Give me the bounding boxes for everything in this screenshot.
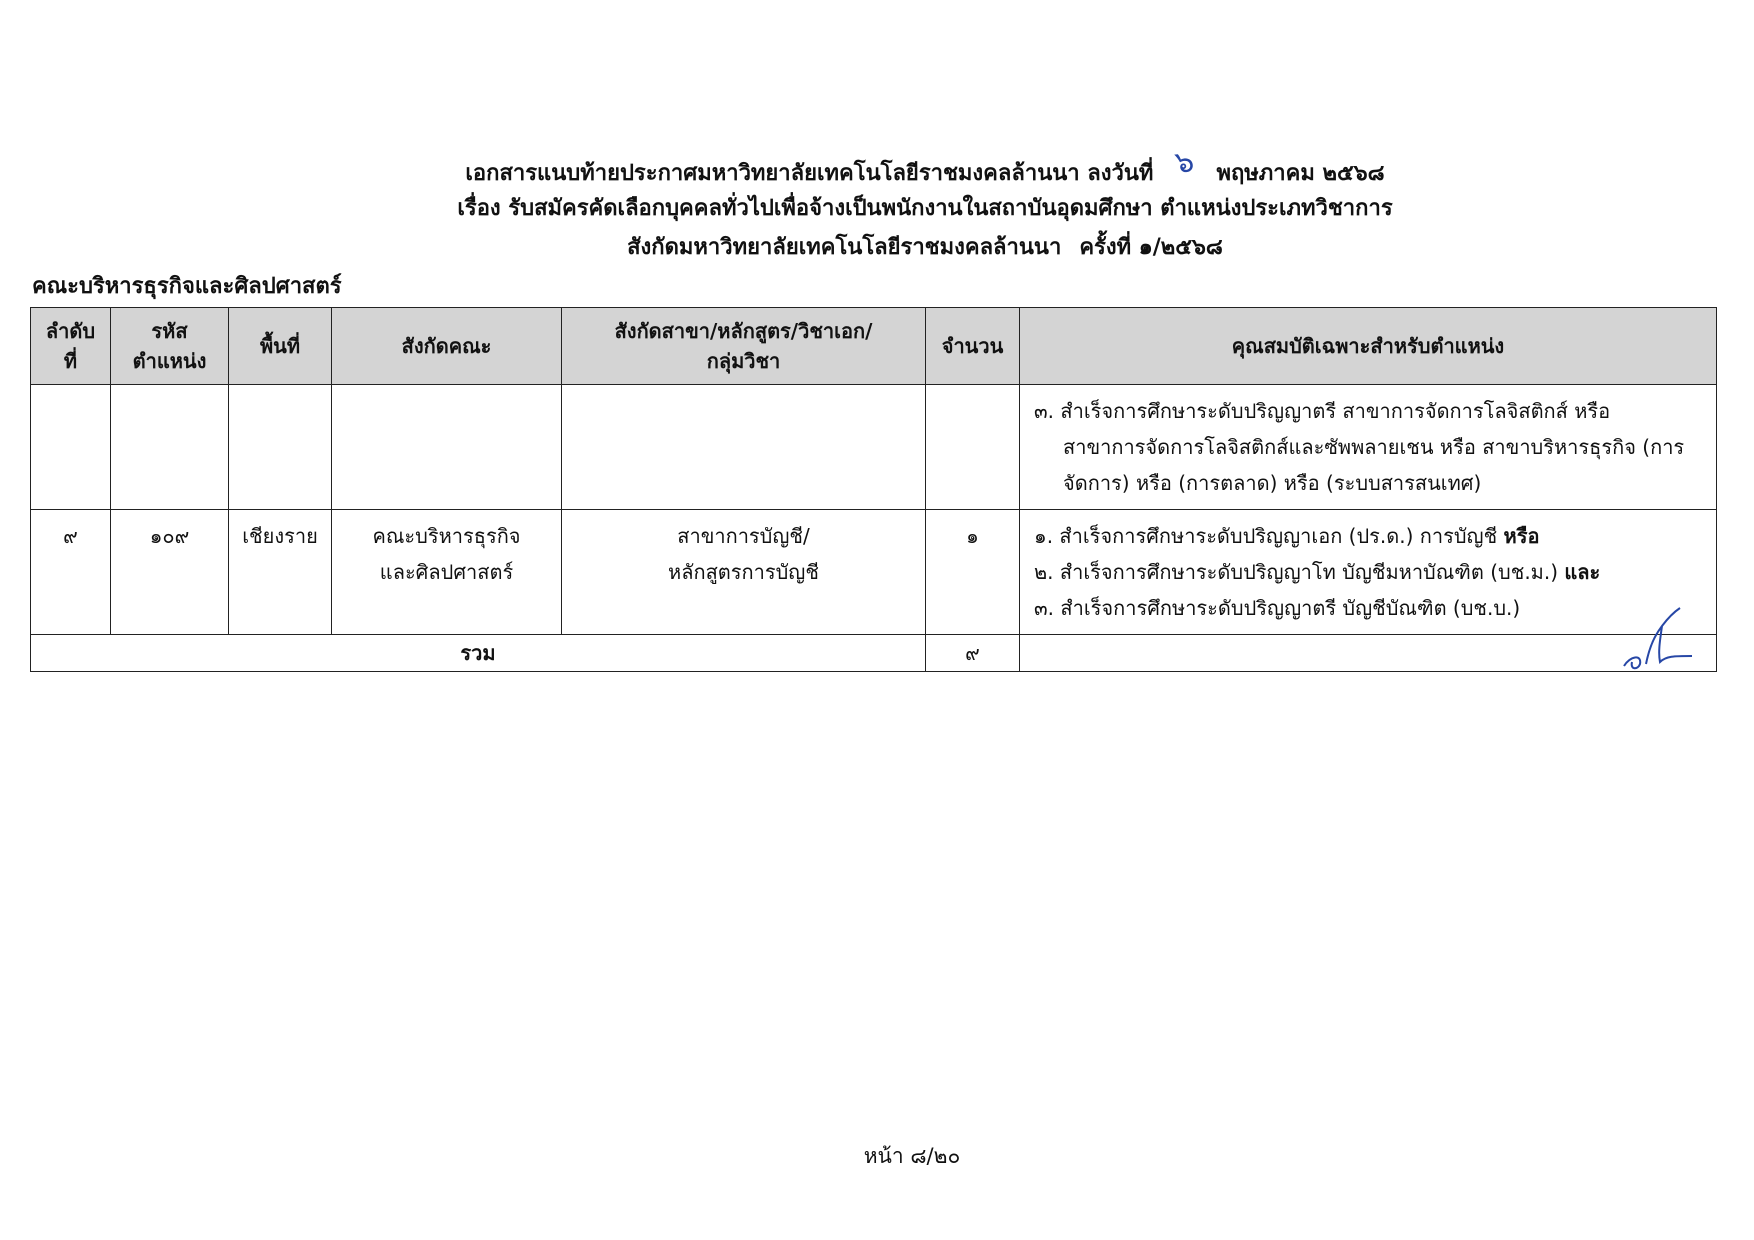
document-title-line-2: เรื่อง รับสมัครคัดเลือกบุคคลทั่วไปเพื่อจ้างเป็นพนักงานในสถาบันอุดมศึกษา ตำแหน่งประเภทวิชาการ — [457, 196, 1393, 221]
cell-program-empty — [562, 385, 926, 510]
cell-order-empty — [31, 385, 111, 510]
cell-area: เชียงราย — [229, 510, 332, 635]
page-number: หน้า ๘/๒๐ — [863, 1144, 961, 1168]
qualification-item-3: ๓. สำเร็จการศึกษาระดับปริญญาตรี บัญชีบัณฑิต (บช.บ.) — [1034, 596, 1521, 620]
column-header-order: ลำดับ ที่ — [31, 308, 111, 385]
column-header-faculty: สังกัดคณะ — [332, 308, 562, 385]
title-line-3-round: ครั้งที่ ๑/๒๕๖๘ — [1079, 235, 1223, 260]
document-title-line-1 — [48, 144, 1754, 189]
cell-code-empty — [111, 385, 229, 510]
faculty-heading: คณะบริหารธุรกิจและศิลปศาสตร์ — [32, 274, 342, 299]
qualification-item-1: ๑. สำเร็จการศึกษาระดับปริญญาเอก (ปร.ด.) การบัญชี หรือ — [1034, 524, 1540, 548]
cell-order: ๙ — [31, 510, 111, 635]
total-empty-cell — [1020, 635, 1717, 672]
table-header-row — [31, 308, 1717, 385]
qualification-item-2: ๒. สำเร็จการศึกษาระดับปริญญาโท บัญชีมหาบัณฑิต (บช.ม.) และ — [1034, 560, 1601, 584]
column-header-area: พื้นที่ — [229, 308, 332, 385]
table-total-row — [31, 635, 1717, 672]
cell-count: ๑ — [926, 510, 1020, 635]
cell-faculty: คณะบริหารธุรกิจ และศิลปศาสตร์ — [332, 510, 562, 635]
handwritten-day: ๖ — [1173, 144, 1197, 181]
cell-qualifications-continued — [1020, 385, 1717, 510]
column-header-position-code: รหัส ตำแหน่ง — [111, 308, 229, 385]
cell-faculty-empty — [332, 385, 562, 510]
table-row-continuation — [31, 385, 1717, 510]
positions-table — [30, 307, 1717, 672]
cell-qualifications — [1020, 510, 1717, 635]
cell-program: สาขาการบัญชี/ หลักสูตรการบัญชี — [562, 510, 926, 635]
column-header-qualifications: คุณสมบัติเฉพาะสำหรับตำแหน่ง — [1020, 308, 1717, 385]
column-header-count: จำนวน — [926, 308, 1020, 385]
qualification-item-3-cont: สาขาการจัดการโลจิสติกส์และซัพพลายเชน หรือ สาขาบริหารธุรกิจ (การ — [1063, 435, 1685, 459]
cell-position-code: ๑๐๙ — [111, 510, 229, 635]
title-line-3-university: สังกัดมหาวิทยาลัยเทคโนโลยีราชมงคลล้านนา — [627, 235, 1062, 260]
document-title-line-3 — [48, 233, 1754, 263]
title-line-1-month-year: พฤษภาคม ๒๕๖๘ — [1216, 161, 1385, 186]
signature-mark — [1616, 604, 1696, 674]
qualification-item-3-cont-2: จัดการ) หรือ (การตลาด) หรือ (ระบบสารสนเทศ) — [1063, 471, 1482, 495]
title-line-1-text: เอกสารแนบท้ายประกาศมหาวิทยาลัยเทคโนโลยีราชมงคลล้านนา ลงวันที่ — [465, 161, 1154, 186]
total-label: รวม — [31, 635, 926, 672]
qualification-item-3: ๓. สำเร็จการศึกษาระดับปริญญาตรี สาขาการจัดการโลจิสติกส์ หรือ — [1034, 399, 1611, 423]
cell-area-empty — [229, 385, 332, 510]
column-header-program: สังกัดสาขา/หลักสูตร/วิชาเอก/ กลุ่มวิชา — [562, 308, 926, 385]
table-row — [31, 510, 1717, 635]
total-count: ๙ — [926, 635, 1020, 672]
cell-count-empty — [926, 385, 1020, 510]
